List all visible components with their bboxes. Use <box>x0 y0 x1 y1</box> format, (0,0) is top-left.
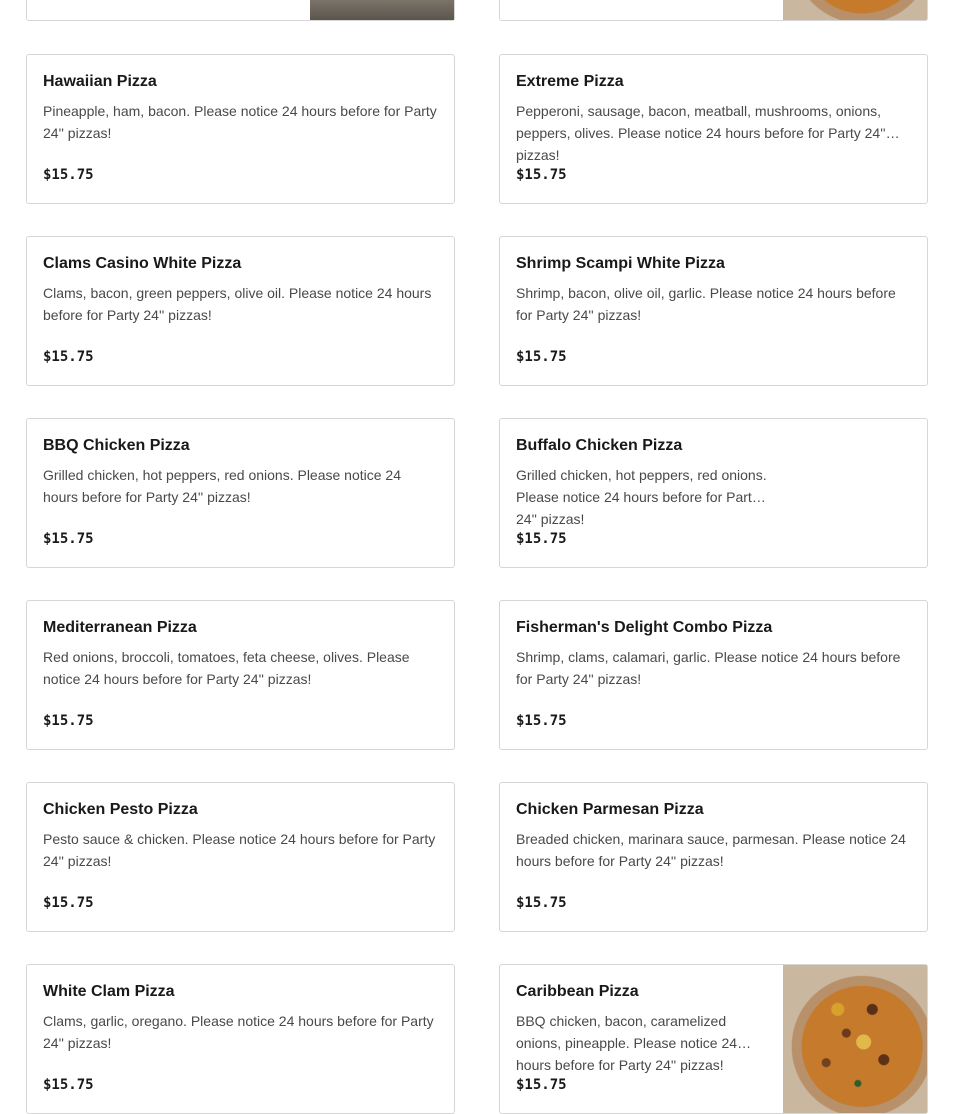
menu-item-card[interactable] <box>26 964 455 1114</box>
item-price: $15.75 <box>43 713 94 729</box>
menu-item-card[interactable] <box>499 236 928 386</box>
item-description: Shrimp, clams, calamari, garlic. Please notice 24 hours before for Party 24'' pizzas! <box>516 649 901 687</box>
item-description: Pineapple, ham, bacon. Please notice 24 hours before for Party 24'' pizzas! <box>43 103 437 141</box>
item-price: $15.75 <box>516 895 567 911</box>
item-description: Pepperoni, sausage, bacon, meatball, mushrooms, onions, peppers, olives. Please notice 24 hours before for Party 24'' pizzas! <box>516 103 886 163</box>
menu-item-card[interactable] <box>499 782 928 932</box>
menu-item-card[interactable] <box>26 782 455 932</box>
item-name: Mediterranean Pizza <box>43 619 197 636</box>
item-description: Breaded chicken, marinara sauce, parmesan. Please notice 24 hours before for Party 24'' pizzas! <box>516 831 906 869</box>
item-name: Buffalo Chicken Pizza <box>516 437 683 454</box>
menu-item-card[interactable] <box>26 600 455 750</box>
item-price: $15.75 <box>43 1077 94 1093</box>
menu-item-card[interactable] <box>499 964 928 1114</box>
pizza-photo <box>310 0 454 20</box>
item-description: Pesto sauce & chicken. Please notice 24 hours before for Party 24'' pizzas! <box>43 831 436 869</box>
menu-item-card[interactable] <box>26 236 455 386</box>
item-name: Fisherman's Delight Combo Pizza <box>516 619 773 636</box>
item-price: $15.75 <box>43 167 94 183</box>
menu-item-card[interactable] <box>499 54 928 204</box>
item-name: Caribbean Pizza <box>516 983 639 1000</box>
menu-item-card[interactable] <box>499 600 928 750</box>
menu-item-card[interactable] <box>26 418 455 568</box>
item-price: $15.75 <box>43 895 94 911</box>
item-name: Hawaiian Pizza <box>43 73 157 90</box>
item-name: Chicken Pesto Pizza <box>43 801 198 818</box>
item-name: Clams Casino White Pizza <box>43 255 242 272</box>
item-description: Grilled chicken, hot peppers, red onions. Please notice 24 hours before for Party 24'' pizzas! <box>43 467 401 505</box>
item-description: Grilled chicken, hot peppers, red onions. Please notice 24 hours before for Party 24'' pizzas! <box>516 467 767 527</box>
item-price: $15.75 <box>516 713 567 729</box>
item-name: Shrimp Scampi White Pizza <box>516 255 725 272</box>
menu-item-card-partial[interactable] <box>26 0 455 21</box>
item-price: $15.75 <box>516 531 567 547</box>
item-name: Chicken Parmesan Pizza <box>516 801 704 818</box>
item-description: Clams, garlic, oregano. Please notice 24 hours before for Party 24'' pizzas! <box>43 1013 434 1051</box>
menu-item-card[interactable] <box>26 54 455 204</box>
menu-item-card[interactable] <box>499 418 928 568</box>
item-price: $15.75 <box>43 531 94 547</box>
item-price: $15.75 <box>516 349 567 365</box>
pizza-photo <box>783 965 927 1113</box>
item-price: $15.75 <box>516 167 567 183</box>
item-description: BBQ chicken, bacon, caramelized onions, pineapple. Please notice 24 hours before for Party 24'' pizzas! <box>516 1013 738 1073</box>
item-price: $15.75 <box>516 1077 567 1093</box>
item-price: $15.75 <box>43 349 94 365</box>
menu-item-card-partial[interactable] <box>499 0 928 21</box>
item-description: Clams, bacon, green peppers, olive oil. Please notice 24 hours before for Party 24'' pizzas! <box>43 285 432 323</box>
item-name: BBQ Chicken Pizza <box>43 437 190 454</box>
pizza-photo <box>783 0 927 20</box>
item-description: Red onions, broccoli, tomatoes, feta cheese, olives. Please notice 24 hours before for Party 24'' pizzas! <box>43 649 410 687</box>
item-name: White Clam Pizza <box>43 983 175 1000</box>
item-name: Extreme Pizza <box>516 73 624 90</box>
item-description: Shrimp, bacon, olive oil, garlic. Please notice 24 hours before for Party 24'' pizzas! <box>516 285 896 323</box>
